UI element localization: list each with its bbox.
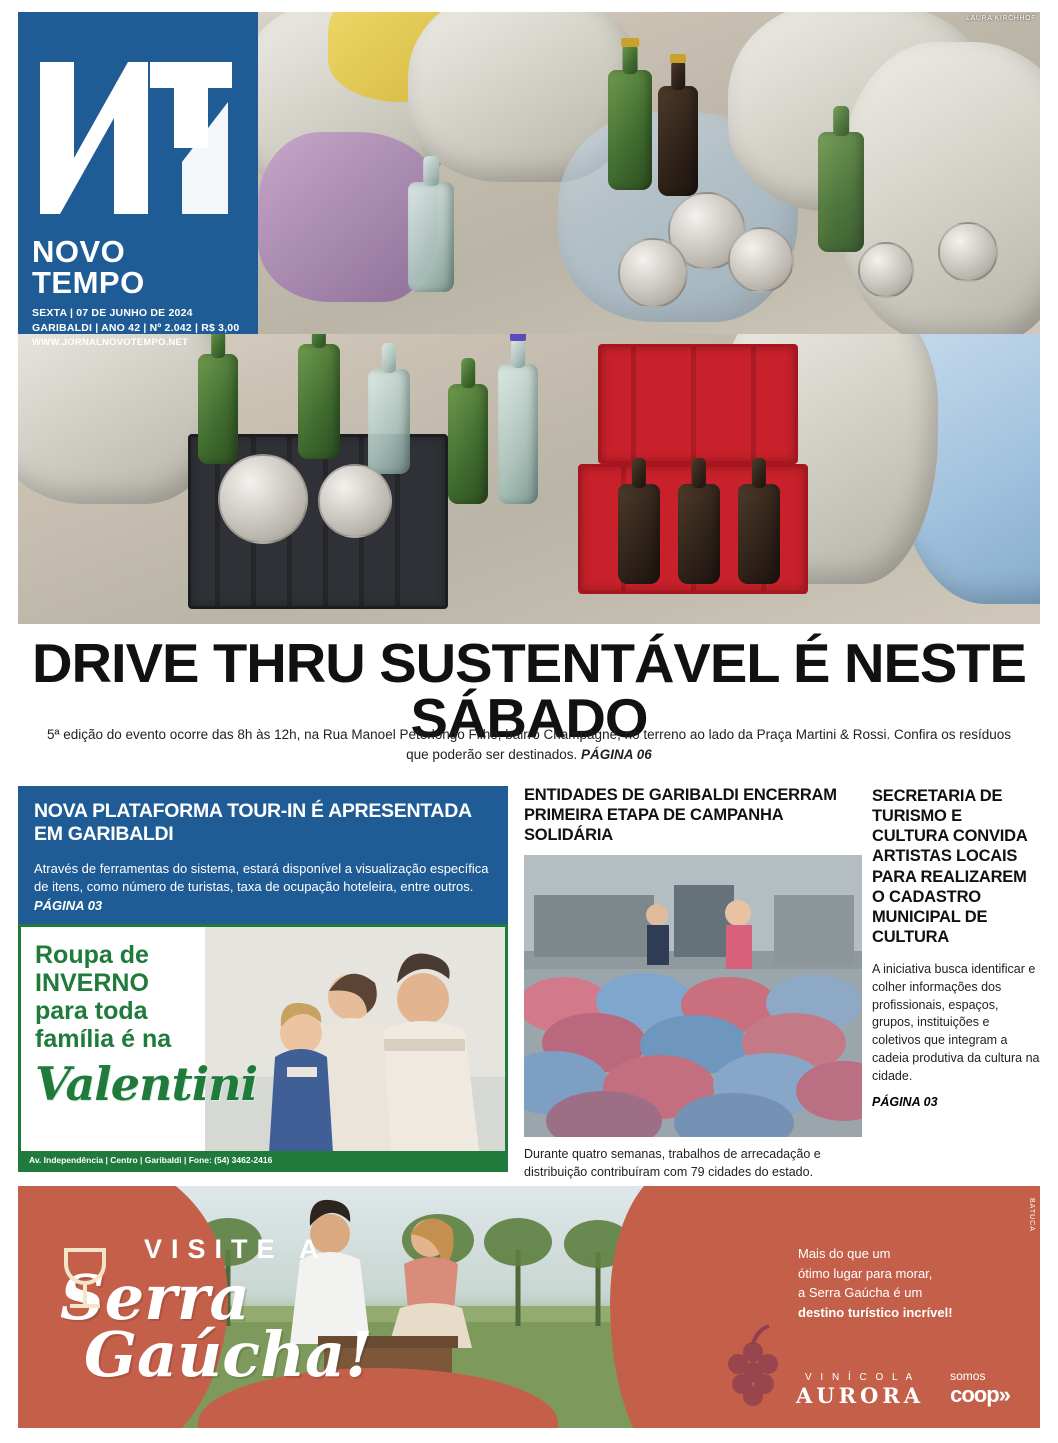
paper-name: NOVO TEMPO (32, 234, 145, 300)
tourin-page-ref: PÁGINA 03 (34, 897, 103, 913)
ad-copy-line-3: a Serra Gaúcha é um (798, 1285, 923, 1300)
lead-photo-upper (258, 12, 1040, 334)
valentini-ad-footer: Av. Independência | Centro | Garibaldi | Fone: (54) 3462-2416 (21, 1151, 505, 1169)
ad-title-line-2: Gaúcha! (84, 1318, 373, 1392)
right-column (872, 786, 1040, 1109)
somos-coop-logo[interactable] (950, 1370, 1010, 1408)
lead-photo-lower (18, 334, 1040, 624)
grape-cluster-icon (716, 1322, 790, 1406)
issue-date: SEXTA | 07 DE JUNHO DE 2024 (32, 307, 193, 319)
center-story-headline: ENTIDADES DE GARIBALDI ENCERRAM PRIMEIRA ETAPA DE CAMPANHA SOLIDÁRIA (524, 786, 837, 844)
valentini-line-3: para toda (35, 997, 148, 1025)
center-story-caption: Durante quatro semanas, trabalhos de arrecadação e distribuição contribuíram com 79 cidades do estado. (524, 1147, 821, 1179)
ad-credit: BATUCA (1028, 1198, 1035, 1232)
valentini-line-4: família é na (35, 1025, 172, 1053)
tourin-text: Através de ferramentas do sistema, estará disponível a visualização específica de itens, como número de turistas, taxa de ocupação hoteleira, entre outros. (34, 861, 489, 895)
left-column (18, 786, 508, 931)
valentini-ad-photo (205, 927, 505, 1169)
website-url[interactable]: WWW.JORNALNOVOTEMPO.NET (32, 337, 189, 348)
aurora-kicker: V I N Í C O L A (804, 1372, 916, 1383)
tourin-headline: NOVA PLATAFORMA TOUR-IN É APRESENTADA EM GARIBALDI (34, 800, 472, 845)
nt-logo-icon (32, 54, 238, 222)
photo-credit: LAURA KIRCHHOF (966, 15, 1036, 22)
ad-copy-line-1: Mais do que um (798, 1246, 891, 1261)
serra-gaucha-ad-title (60, 1234, 420, 1392)
valentini-line-1: Roupa de (35, 941, 149, 969)
valentini-brand: Valentini (35, 1057, 258, 1111)
center-column (524, 786, 862, 1203)
somos-label: somos (950, 1369, 986, 1383)
nameplate (18, 12, 258, 348)
valentini-advertisement[interactable] (18, 924, 508, 1172)
center-story-photo (524, 855, 862, 1137)
ad-copy-line-2: ótimo lugar para morar, (798, 1265, 933, 1281)
right-story-page-ref: PÁGINA 03 (872, 1095, 938, 1110)
right-story-text: A iniciativa busca identificar e colher informações dos profissionais, espaços, grupos, instituições e coletivos que integram a cadeia produtiva da cultura na cidade. (872, 962, 1040, 1083)
tourin-story-box[interactable] (18, 786, 508, 931)
coop-label: coop» (950, 1382, 1010, 1407)
lead-subhead (38, 725, 1020, 764)
serra-gaucha-ad-copy (798, 1244, 1013, 1322)
valentini-line-2: INVERNO (35, 969, 149, 997)
masthead-section (18, 12, 1040, 624)
ad-kicker: VISITE A (144, 1234, 328, 1264)
lead-subhead-text: 5ª edição do evento ocorre das 8h às 12h, na Rua Manoel Peterlongo Filho, bairro Champagne, no terreno ao lado da Praça Martini & Rossi. Confira os resíduos que poderão ser destinados. (46, 727, 1012, 762)
ad-title-line-1: Serra (60, 1261, 250, 1334)
right-story-headline: SECRETARIA DE TURISMO E CULTURA CONVIDA ARTISTAS LOCAIS PARA REALIZAREM O CADASTRO MUNICIPAL DE CULTURA (872, 787, 1027, 946)
aurora-name: AURORA (796, 1383, 925, 1408)
wine-glass-icon (58, 1244, 112, 1314)
lead-page-ref: PÁGINA 06 (581, 746, 652, 762)
serra-gaucha-ad-brands (796, 1370, 1026, 1408)
issue-info: GARIBALDI | ANO 42 | Nº 2.042 | R$ 3,00 (32, 322, 240, 334)
ad-copy-highlight: destino turístico incrível! (798, 1304, 953, 1320)
serra-gaucha-advertisement[interactable] (18, 1186, 1040, 1428)
lead-headline: DRIVE THRU SUSTENTÁVEL É NESTE SÁBADO (32, 632, 1026, 749)
valentini-ad-copy (35, 941, 258, 1111)
aurora-logo[interactable] (796, 1372, 924, 1408)
